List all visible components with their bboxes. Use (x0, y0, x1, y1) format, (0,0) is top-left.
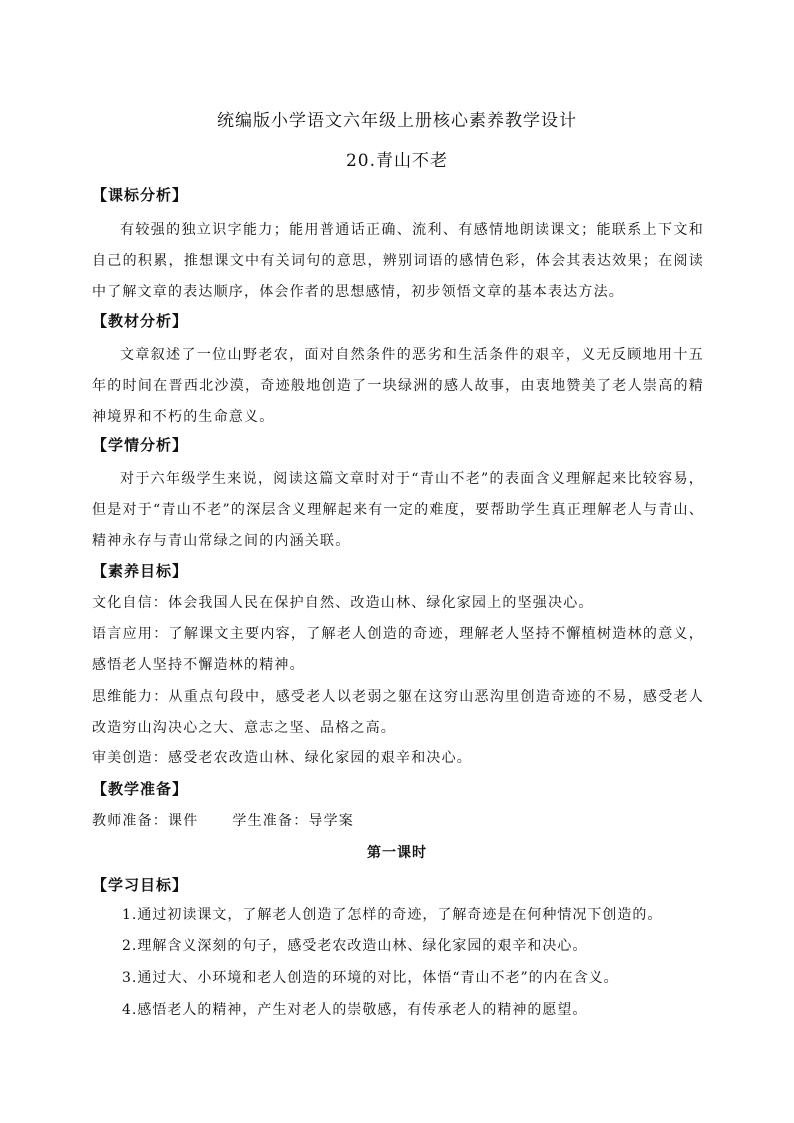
goal-item: 2.理解含义深刻的句子，感受老农改造山林、绿化家园的艰辛和决心。 (122, 938, 588, 954)
lesson-title: 20.青山不老 (345, 151, 449, 171)
literacy-item: 思维能力：从重点句段中，感受老人以老弱之躯在这穷山恶沟里创造奇迹的不易，感受老人改造穷山沟决心之大、意志之坚、品格之高。 (92, 689, 704, 736)
textbook-text: 文章叙述了一位山野老农，面对自然条件的恶劣和生活条件的艰辛，义无反顾地用十五年的时间在晋西北沙漠，奇迹般地创造了一块绿洲的感人故事，由衷地赞美了老人崇高的精神境界和不朽的生命意义。 (92, 347, 704, 425)
goal-item: 3.通过大、小环境和老人创造的环境的对比，体悟“青山不老”的内在含义。 (122, 970, 619, 986)
learner-text: 对于六年级学生来说，阅读这篇文章时对于“青山不老”的表面含义理解起来比较容易，但是对于“青山不老”的深层含义理解起来有一定的难度，要帮助学生真正理解老人与青山、精神永存与青山常绿之间的内涵关联。 (92, 471, 704, 549)
curriculum-heading: 【课标分析】 (92, 186, 189, 204)
prep-heading: 【教学准备】 (92, 780, 189, 798)
goal-item: 4.感悟老人的精神，产生对老人的崇敬感，有传承老人的精神的愿望。 (122, 1002, 588, 1018)
literacy-heading: 【素养目标】 (92, 562, 189, 580)
literacy-item: 审美创造：感受老农改造山林、绿化家园的艰辛和决心。 (92, 750, 472, 766)
student-prep: 学生准备：导学案 (232, 813, 355, 829)
learner-heading: 【学情分析】 (92, 436, 189, 454)
literacy-item: 文化自信：体会我国人民在保护自然、改造山林、绿化家园上的坚强决心。 (92, 595, 594, 611)
textbook-heading: 【教材分析】 (92, 312, 189, 330)
goals-heading: 【学习目标】 (92, 876, 189, 894)
goal-item: 1.通过初读课文，了解老人创造了怎样的奇迹，了解奇迹是在何种情况下创造的。 (122, 907, 663, 923)
prep-line (92, 810, 354, 830)
teacher-prep: 教师准备：课件 (92, 813, 199, 829)
curriculum-text: 有较强的独立识字能力；能用普通话正确、流利、有感情地朗读课文；能联系上下文和自己的积累，推想课文中有关词句的意思，辨别词语的感情色彩，体会其表达效果；在阅读中了解文章的表达顺序，体会作者的思想感情，初步领悟文章的基本表达方法。 (92, 222, 704, 300)
lesson-period-title: 第一课时 (367, 845, 427, 861)
literacy-item: 语言应用：了解课文主要内容，了解老人创造的奇迹，理解老人坚持不懈植树造林的意义，感悟老人坚持不懈造林的精神。 (92, 626, 704, 673)
document-title: 统编版小学语文六年级上册核心素养教学设计 (217, 111, 577, 131)
